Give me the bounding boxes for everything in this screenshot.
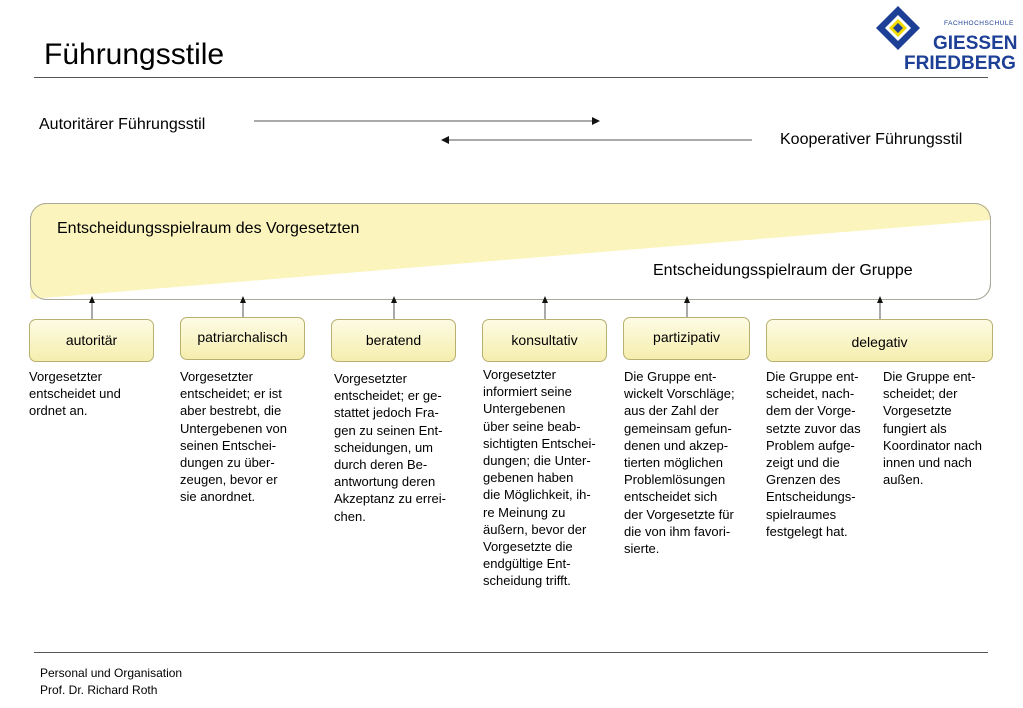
footer-author: Prof. Dr. Richard Roth	[40, 683, 158, 697]
up-arrows	[0, 295, 1023, 321]
style-box-patriarchalisch	[180, 317, 305, 360]
group-scope-label: Entscheidungsspielraum der Gruppe	[653, 262, 913, 279]
style-box-beratend	[331, 319, 456, 362]
authoritarian-style-label: Autoritärer Führungsstil	[39, 116, 206, 133]
up-arrow-head	[89, 296, 95, 303]
arrow-right-head	[592, 117, 600, 125]
logo-text-top: FACHHOCHSCHULE	[944, 20, 1014, 27]
logo-text-bottom: FRIEDBERG	[904, 53, 1016, 74]
cooperative-style-label: Kooperativer Führungsstil	[780, 131, 963, 148]
superior-scope-label: Entscheidungsspielraum des Vorgesetzten	[57, 220, 360, 237]
style-label: autoritär	[65, 332, 118, 348]
direction-arrows	[240, 110, 760, 150]
description-autoritaer: Vorgesetzter entscheidet und ordnet an.	[29, 369, 121, 419]
style-label: delegativ	[851, 334, 908, 350]
style-label: partizipativ	[653, 329, 720, 345]
logo-text-middle: GIESSEN	[933, 33, 1018, 54]
style-label: patriarchalisch	[197, 329, 288, 345]
style-box-delegativ	[766, 319, 993, 362]
up-arrow-head	[877, 296, 883, 303]
style-box-partizipativ	[623, 317, 750, 360]
footer-course: Personal und Organisation	[40, 666, 183, 680]
up-arrow-head	[391, 296, 397, 303]
style-box-autoritaer	[29, 319, 154, 362]
decision-scope-band	[30, 203, 992, 301]
title-divider	[34, 77, 988, 78]
description-delegativ: Die Gruppe ent- scheidet, nach- dem der Vorge- setzte zuvor das Problem aufge- zeigt und die Grenzen des Entscheidungs- spielraumes festgelegt hat.	[766, 369, 861, 539]
up-arrow-head	[542, 296, 548, 303]
description-partizipativ: Die Gruppe ent- wickelt Vorschläge; aus der Zahl der gemeinsam gefun- denen und akzep- tierten möglichen Problemlösungen entscheidet sich der Vorgesetzte für die von ihm favori- sierte.	[624, 369, 735, 557]
up-arrow-head	[684, 296, 690, 303]
style-label: beratend	[365, 332, 422, 348]
logo-emblem	[876, 6, 1018, 74]
university-logo	[876, 6, 1018, 74]
page-title: Führungsstile	[44, 38, 225, 71]
description-delegativ-2: Die Gruppe ent- scheidet; der Vorgesetzte fungiert als Koordinator nach innen und nach außen.	[883, 369, 983, 488]
description-konsultativ: Vorgesetzter informiert seine Untergebenen über seine beab- sichtigten Entschei- dungen; die Unter- gebenen haben die Möglichkeit, ih- re Meinung zu äußern, bevor der Vorgesetzte die endgültige Ent- scheidung trifft.	[483, 367, 596, 589]
style-box-konsultativ	[482, 319, 607, 362]
style-label: konsultativ	[511, 332, 578, 348]
description-patriarchalisch: Vorgesetzter entscheidet; er ist aber bestrebt, die Untergebenen von seinen Entschei- dungen zu über- zeugen, bevor er sie anordnet.	[180, 369, 287, 505]
footer-divider	[34, 652, 988, 653]
description-beratend: Vorgesetzter entscheidet; er ge- stattet jedoch Fra- gen zu seinen Ent- scheidungen, um durch deren Be- antwortung deren Akzeptanz zu errei- chen.	[334, 371, 446, 524]
up-arrow-head	[240, 296, 246, 303]
arrow-left-head	[441, 136, 449, 144]
